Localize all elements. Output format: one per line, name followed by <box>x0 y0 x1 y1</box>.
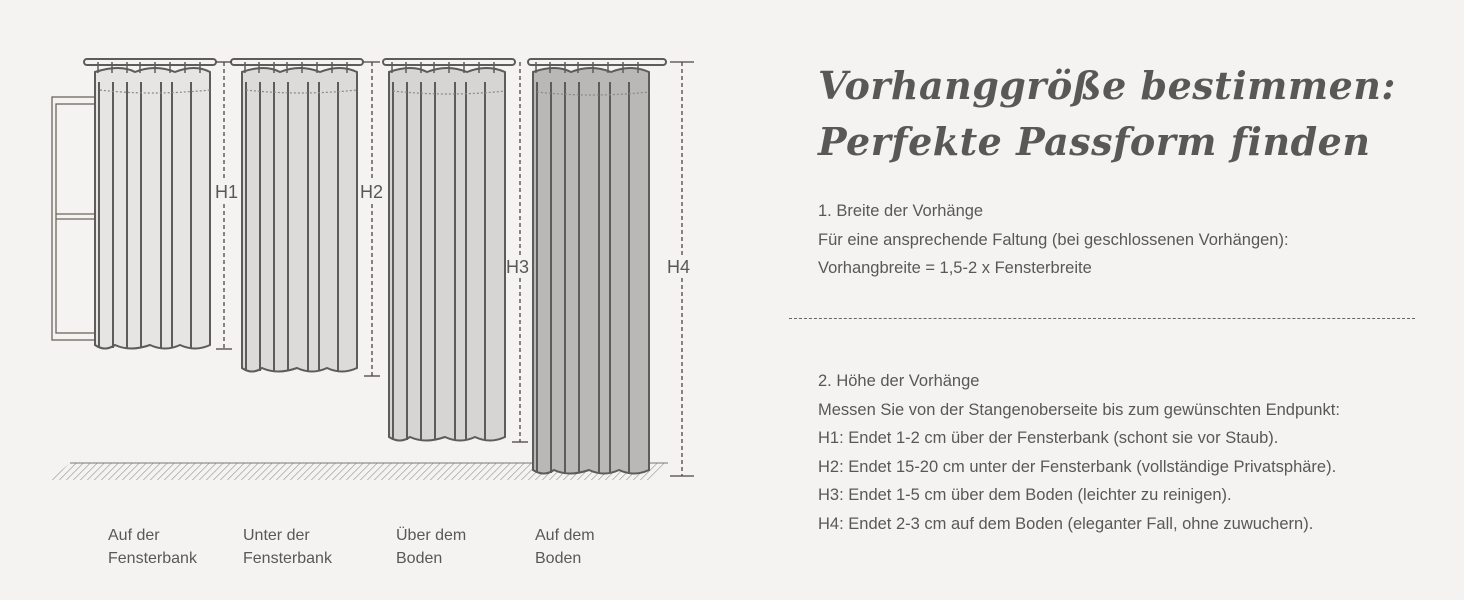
caption-curtain-3 <box>396 524 466 570</box>
caption-line: Boden <box>396 550 443 567</box>
caption-line: Auf der <box>108 527 160 544</box>
caption-line: Fensterbank <box>243 550 332 567</box>
curtain-3 <box>383 59 515 441</box>
title-line-1: Vorhanggröße bestimmen: <box>818 63 1396 108</box>
caption-line: Boden <box>535 550 582 567</box>
section-divider <box>789 318 1415 319</box>
measurement-label-h3: H3 <box>506 257 530 277</box>
section-height <box>818 367 1340 538</box>
section-line: Vorhangbreite = 1,5-2 x Fensterbreite <box>818 259 1092 277</box>
caption-line: Auf dem <box>535 527 595 544</box>
measurement-label-h4: H4 <box>667 257 691 277</box>
window-frame <box>52 97 96 340</box>
caption-curtain-1 <box>108 524 197 570</box>
curtain-2 <box>231 59 363 372</box>
section-line: H1: Endet 1-2 cm über der Fensterbank (schont sie vor Staub). <box>818 429 1279 447</box>
page-title <box>818 58 1396 170</box>
caption-line: Unter der <box>243 527 310 544</box>
section-heading: 1. Breite der Vorhänge <box>818 202 984 220</box>
curtain-4 <box>528 59 666 474</box>
section-line: H2: Endet 15-20 cm unter der Fensterbank (vollständige Privatsphäre). <box>818 457 1337 476</box>
section-line: H3: Endet 1-5 cm über dem Boden (leichter zu reinigen). <box>818 486 1232 504</box>
caption-line: Über dem <box>396 527 467 544</box>
title-line-2: Perfekte Passform finden <box>818 119 1371 164</box>
caption-line: Fensterbank <box>108 550 197 567</box>
curtain-1 <box>84 59 216 349</box>
section-line: H4: Endet 2-3 cm auf dem Boden (eleganter Fall, ohne zuwuchern). <box>818 514 1314 533</box>
caption-curtain-2 <box>243 524 332 570</box>
section-line: Für eine ansprechende Faltung (bei geschlossenen Vorhängen): <box>818 230 1289 249</box>
section-width <box>818 197 1289 283</box>
section-heading: 2. Höhe der Vorhänge <box>818 372 980 390</box>
caption-curtain-4 <box>535 524 595 570</box>
section-line: Messen Sie von der Stangenoberseite bis zum gewünschten Endpunkt: <box>818 400 1340 419</box>
measurement-label-h1: H1 <box>215 182 239 202</box>
measurement-label-h2: H2 <box>360 182 384 202</box>
